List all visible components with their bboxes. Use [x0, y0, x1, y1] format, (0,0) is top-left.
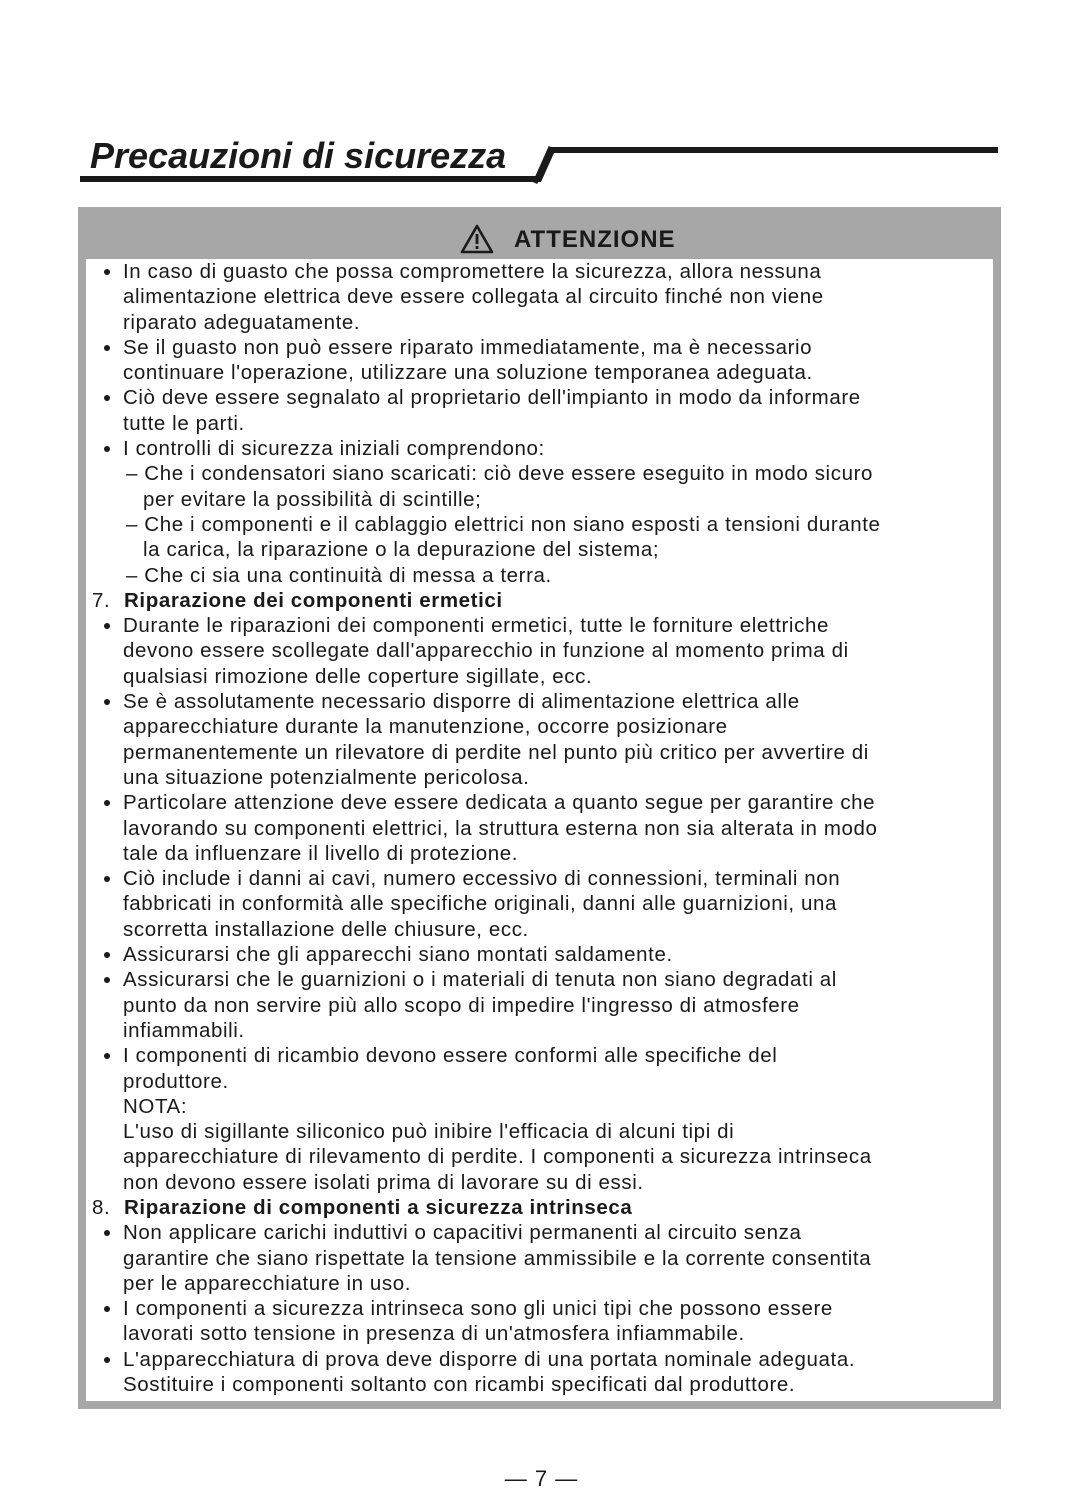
text-line: la carica, la riparazione o la depurazione del sistema; [143, 538, 660, 562]
bullet-item: Assicurarsi che le guarnizioni o i materiali di tenuta non siano degradati al [86, 967, 993, 992]
bullet-item: In caso di guasto che possa compromettere la sicurezza, allora nessuna [86, 259, 993, 284]
bullet-item: I controlli di sicurezza iniziali comprendono: [86, 436, 993, 461]
text-line: continuare l'operazione, utilizzare una soluzione temporanea adeguata. [123, 361, 813, 385]
text-line: produttore. [123, 1069, 229, 1093]
dash-item: – Che i condensatori siano scaricati: ciò deve essere eseguito in modo sicuro [126, 462, 873, 486]
warning-triangle-icon [459, 223, 495, 255]
text-line: per evitare la possibilità di scintille; [143, 487, 482, 511]
section-heading [86, 588, 993, 613]
bullet-item: I componenti a sicurezza intrinseca sono gli unici tipi che possono essere [86, 1296, 993, 1321]
text-line: riparato adeguatamente. [123, 310, 361, 334]
dash-item: – Che i componenti e il cablaggio elettrici non siano esposti a tensioni durante [126, 512, 881, 536]
text-line: qualsiasi rimozione delle coperture sigillate, ecc. [123, 664, 593, 688]
warning-panel [78, 207, 1001, 1409]
section-title: Riparazione dei componenti ermetici [124, 588, 503, 612]
warning-heading: ATTENZIONE [514, 226, 676, 253]
text-line: lavorando su componenti elettrici, la struttura esterna non sia alterata in modo [123, 816, 878, 840]
page-header [80, 133, 998, 193]
text-line: fabbricati in conformità alle specifiche originali, danni alle guarnizioni, una [123, 892, 838, 916]
dash-item: – Che ci sia una continuità di messa a terra. [126, 563, 552, 587]
bullet-item: Durante le riparazioni dei componenti ermetici, tutte le forniture elettriche [86, 613, 993, 638]
text-line: lavorati sotto tensione in presenza di un'atmosfera infiammabile. [123, 1322, 745, 1346]
warning-content [86, 259, 993, 1397]
bullet-item: I componenti di ricambio devono essere conformi alle specifiche del [86, 1043, 993, 1068]
text-line: devono essere scollegate dall'apparecchio in funzione al momento prima di [123, 639, 849, 663]
bullet-item: L'apparecchiatura di prova deve disporre di una portata nominale adeguata. [86, 1347, 993, 1372]
text-line: alimentazione elettrica deve essere collegata al circuito finché non viene [123, 285, 824, 309]
text-line: tutte le parti. [123, 411, 245, 435]
bullet-item: Ciò include i danni ai cavi, numero eccessivo di connessioni, terminali non [86, 866, 993, 891]
text-line: permanentemente un rilevatore di perdite nel punto più critico per avvertire di [123, 740, 869, 764]
text-line: Sostituire i componenti soltanto con ricambi specificati dal produttore. [123, 1373, 796, 1397]
section-number: 7. [92, 588, 111, 612]
section-number: 8. [92, 1195, 111, 1219]
bullet-item: Assicurarsi che gli apparecchi siano montati saldamente. [86, 942, 993, 967]
page-number: — 7 — [504, 1466, 579, 1491]
page-title: Precauzioni di sicurezza [90, 135, 507, 176]
text-line: una situazione potenzialmente pericolosa. [123, 765, 530, 789]
bullet-item: Ciò deve essere segnalato al proprietario dell'impianto in modo da informare [86, 385, 993, 410]
section-heading [86, 1195, 993, 1220]
bullet-item: Particolare attenzione deve essere dedicata a quanto segue per garantire che [86, 790, 993, 815]
bullet-item: Se il guasto non può essere riparato immediatamente, ma è necessario [86, 335, 993, 360]
text-line: punto da non servire più allo scopo di impedire l'ingresso di atmosfere [123, 993, 800, 1017]
text-line: garantire che siano rispettate la tensione ammissibile e la corrente consentita [123, 1246, 872, 1270]
text-line: apparecchiature durante la manutenzione, occorre posizionare [123, 715, 728, 739]
note-line: NOTA: [123, 1094, 188, 1118]
warning-header [86, 207, 993, 259]
section-title: Riparazione di componenti a sicurezza intrinseca [124, 1195, 633, 1219]
text-line: tale da influenzare il livello di protezione. [123, 841, 519, 865]
note-line: apparecchiature di rilevamento di perdite. I componenti a sicurezza intrinseca [123, 1145, 872, 1169]
bullet-item: Se è assolutamente necessario disporre di alimentazione elettrica alle [86, 689, 993, 714]
note-line: non devono essere isolati prima di lavorare su di essi. [123, 1170, 644, 1194]
text-line: per le apparecchiature in uso. [123, 1271, 412, 1295]
note-line: L'uso di sigillante siliconico può inibire l'efficacia di alcuni tipi di [123, 1120, 735, 1144]
text-line: scorretta installazione delle chiusure, ecc. [123, 917, 529, 941]
text-line: infiammabili. [123, 1018, 245, 1042]
bullet-item: Non applicare carichi induttivi o capacitivi permanenti al circuito senza [86, 1220, 993, 1245]
